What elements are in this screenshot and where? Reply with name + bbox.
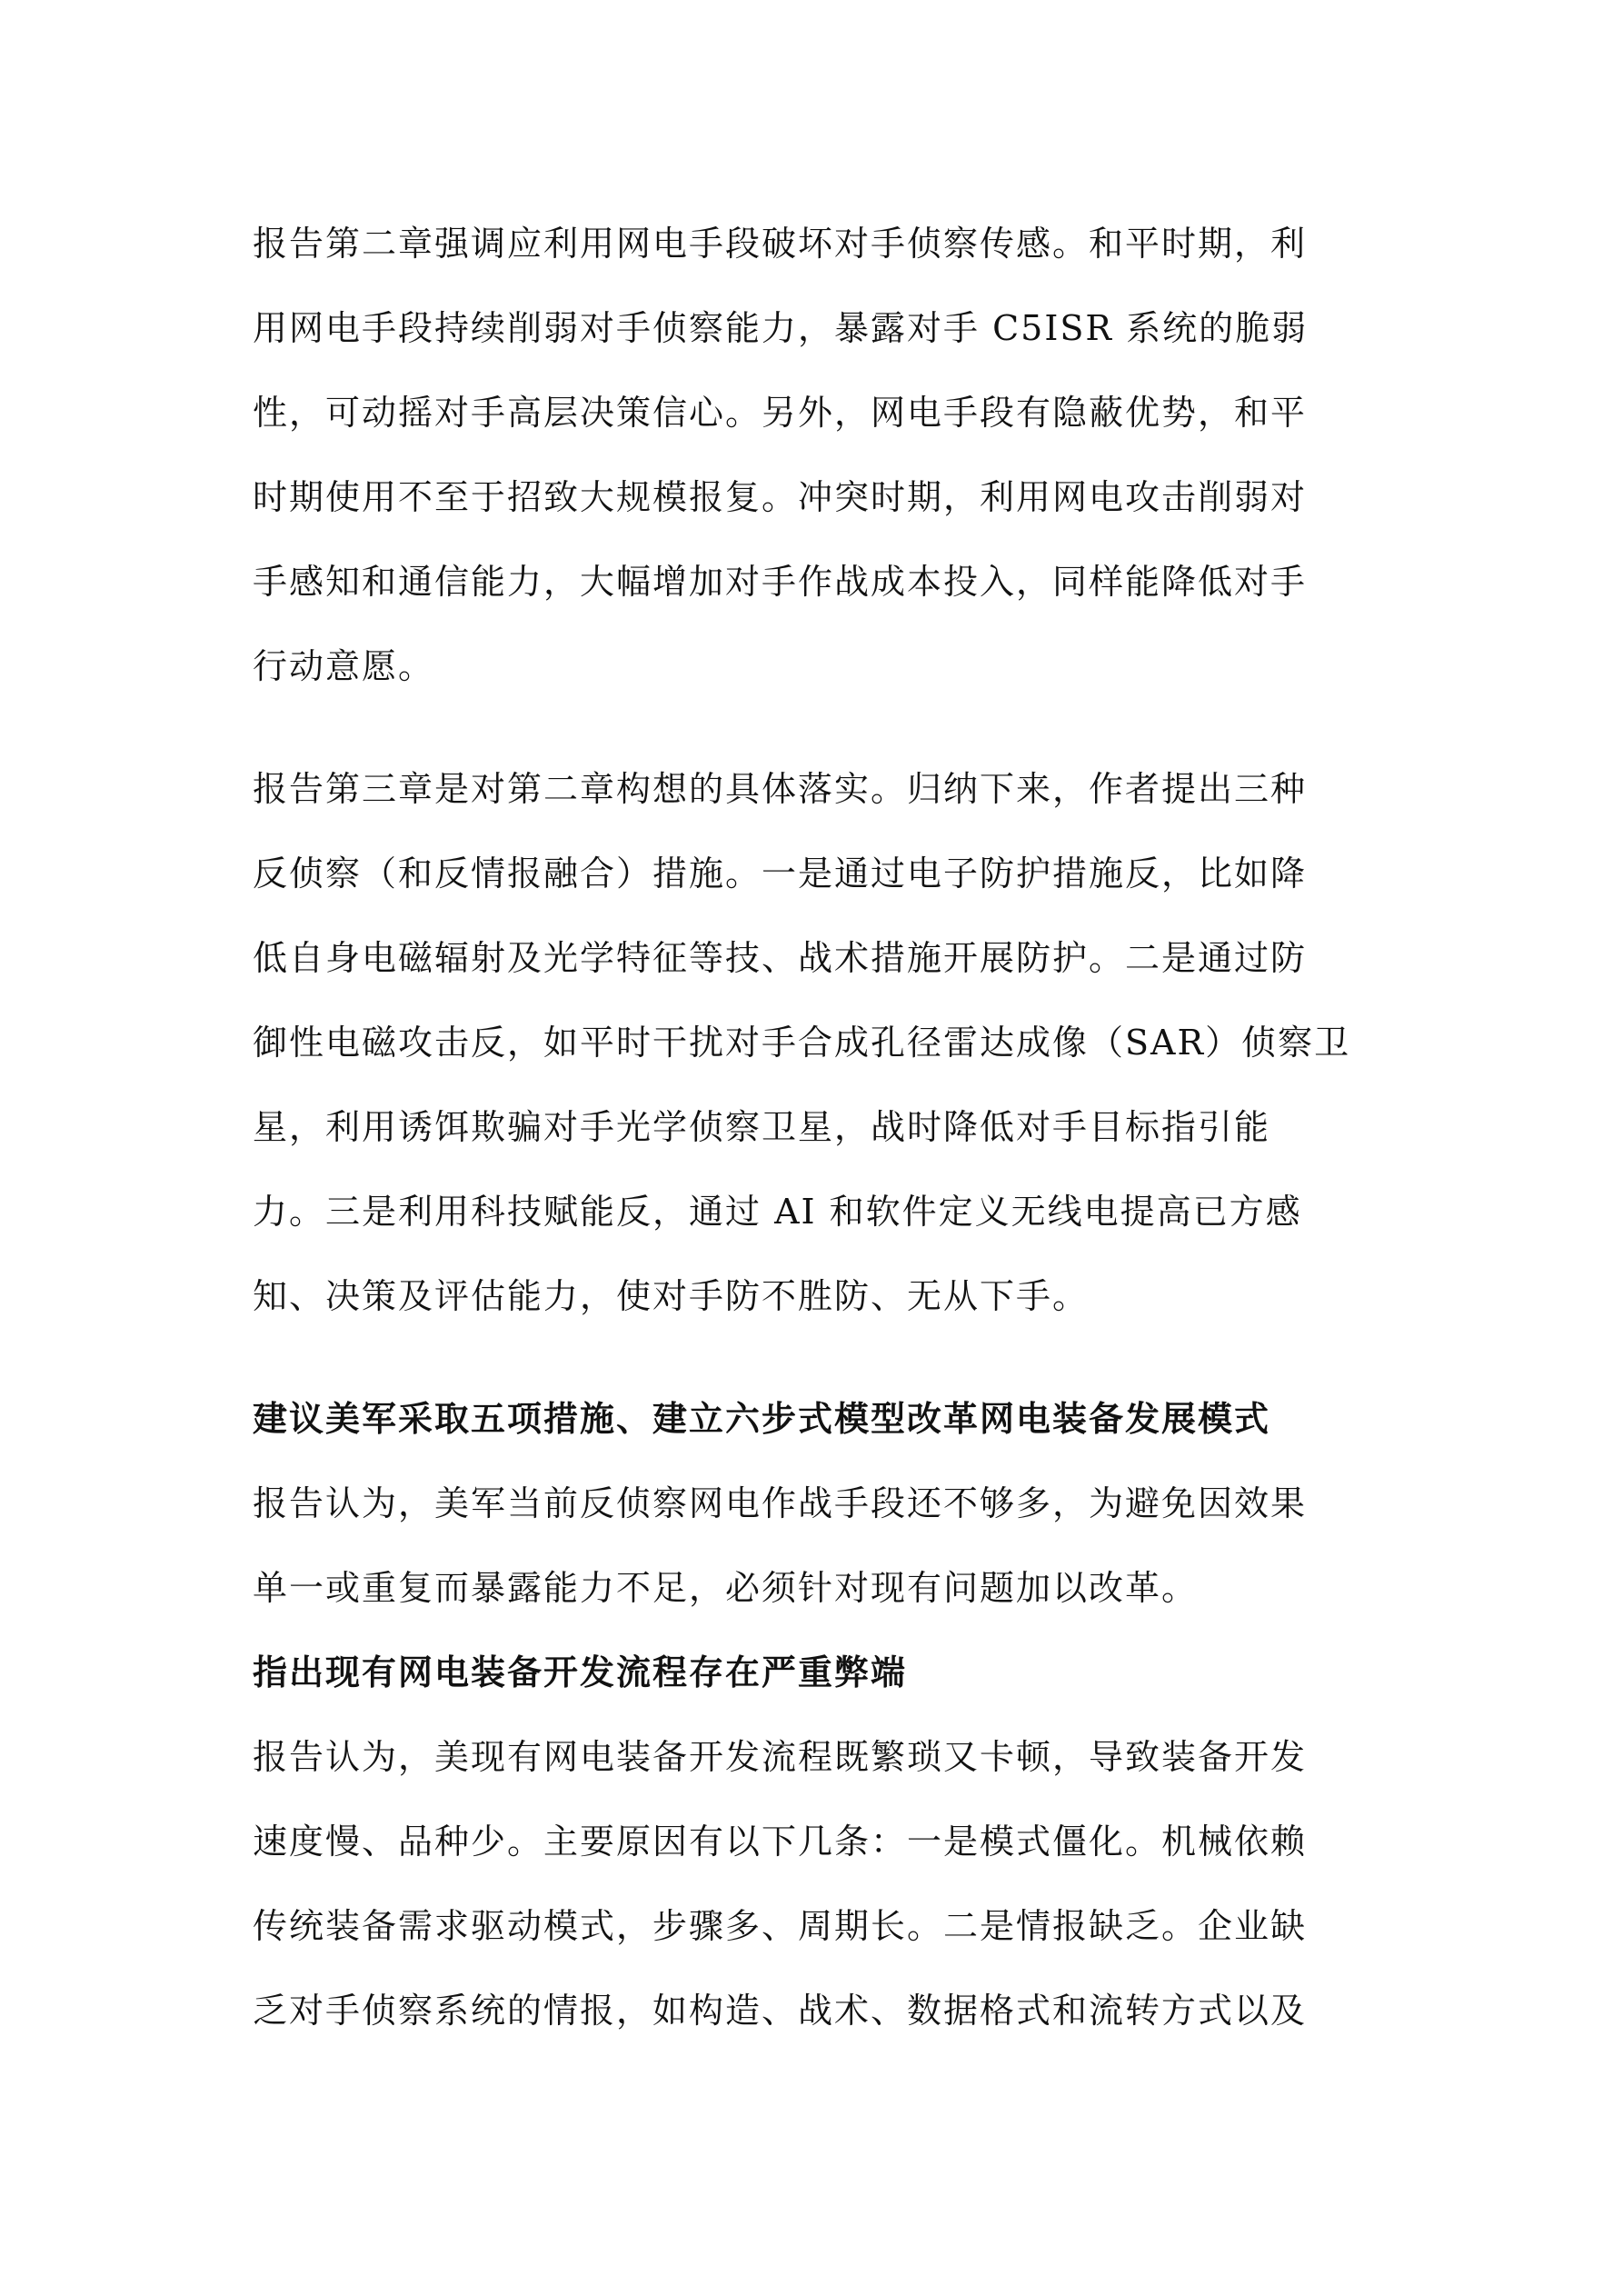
text-line: 报告第三章是对第二章构想的具体落实。归纳下来，作者提出三种 (253, 769, 1308, 809)
paragraph-chapter-two (253, 202, 1379, 709)
text-line: 时期使用不至于招致大规模报复。冲突时期，利用网电攻击削弱对 (253, 477, 1308, 517)
text-line: 低自身电磁辐射及光学特征等技、战术措施开展防护。二是通过防 (253, 938, 1308, 978)
text-line: 报告第二章强调应利用网电手段破坏对手侦察传感。和平时期，利 (253, 224, 1308, 264)
text-line: 报告认为，美现有网电装备开发流程既繁琐又卡顿，导致装备开发 (253, 1737, 1308, 1777)
text-line: 知、决策及评估能力，使对手防不胜防、无从下手。 (253, 1276, 1090, 1316)
text-line: 性，可动摇对手高层决策信心。另外，网电手段有隐蔽优势，和平 (253, 393, 1308, 433)
text-line: 力。三是利用科技赋能反，通过 AI 和软件定义无线电提高已方感 (253, 1192, 1302, 1232)
text-line: 星，利用诱饵欺骗对手光学侦察卫星，战时降低对手目标指引能 (253, 1107, 1271, 1147)
section-heading-reform: 建议美军采取五项措施、建立六步式模型改革网电装备发展模式 (253, 1399, 1271, 1439)
paragraph-chapter-three (253, 747, 1379, 1339)
text-line: 速度慢、品种少。主要原因有以下几条：一是模式僵化。机械依赖 (253, 1822, 1308, 1862)
text-line: 传统装备需求驱动模式，步骤多、周期长。二是情报缺乏。企业缺 (253, 1906, 1308, 1946)
section-heading-flaws: 指出现有网电装备开发流程存在严重弊端 (253, 1652, 908, 1692)
text-line: 报告认为，美军当前反侦察网电作战手段还不够多，为避免因效果 (253, 1483, 1308, 1523)
document-body (253, 202, 1379, 2053)
text-line: 单一或重复而暴露能力不足，必须针对现有问题加以改革。 (253, 1568, 1199, 1608)
text-line: 乏对手侦察系统的情报，如构造、战术、数据格式和流转方式以及 (253, 1991, 1308, 2031)
paragraph-reform-summary (253, 1462, 1379, 1631)
text-line: 用网电手段持续削弱对手侦察能力，暴露对手 C5ISR 系统的脆弱 (253, 308, 1309, 348)
text-line: 御性电磁攻击反，如平时干扰对手合成孔径雷达成像（SAR）侦察卫 (253, 1023, 1351, 1063)
paragraph-flaws-detail (253, 1715, 1379, 2053)
text-line: 手感知和通信能力，大幅增加对手作战成本投入，同样能降低对手 (253, 562, 1308, 602)
text-line: 反侦察（和反情报融合）措施。一是通过电子防护措施反，比如降 (253, 854, 1308, 893)
text-line: 行动意愿。 (253, 646, 435, 686)
